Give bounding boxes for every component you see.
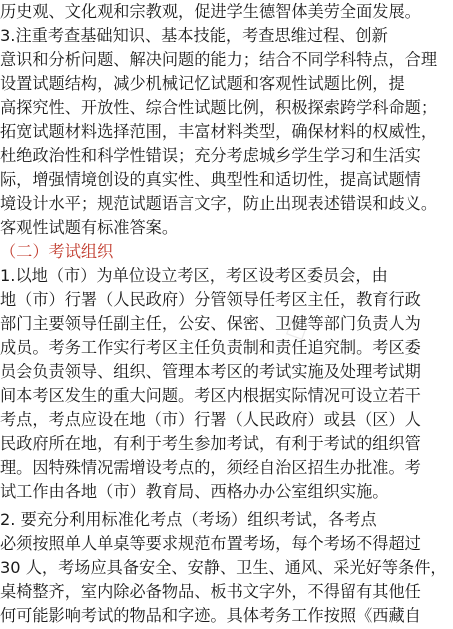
text-line: 杜绝政治性和科学性错误；充分考虑城乡学生学习和生活实	[0, 146, 421, 165]
text-line: 考点，考点应设在地（市）行署（人民政府）或县（区）人	[0, 410, 421, 429]
text-line: 意识和分析问题、解决问题的能力；结合不同学科特点，合理	[0, 50, 438, 69]
text-line: 试工作由各地（市）教育局、西格办办公室组织实施。	[0, 482, 389, 501]
text-line: 民政府所在地，有利于考生参加考试，有利于考试的组织管	[0, 434, 421, 453]
text-line: 3.注重考查基础知识、基本技能，考查思维过程、创新	[0, 26, 388, 45]
text-line: 理。因特殊情况需增设考点的，须经自治区招生办批准。考	[0, 458, 421, 477]
text-line: 30 人，考场应具备安全、安静、卫生、通风、采光好等条件，	[0, 558, 447, 577]
section-heading: （二）考试组织	[0, 242, 114, 261]
text-line: 高探究性、开放性、综合性试题比例，积极探索跨学科命题；	[0, 98, 438, 117]
text-line: 成员。考务工作实行考区主任负责制和责任追究制。考区委	[0, 338, 421, 357]
text-line: 设置试题结构，减少机械记忆试题和客观性试题比例，提	[0, 74, 405, 93]
watermark-icon	[286, 318, 308, 340]
text-line: 2. 要充分利用标准化考点（考场）组织考试，各考点	[0, 510, 377, 529]
text-line: 何可能影响考试的物品和字迹。具体考务工作按照《西藏自	[0, 606, 421, 625]
text-line: 历史观、文化观和宗教观，促进学生德智体美劳全面发展。	[0, 2, 421, 21]
text-line: 地（市）行署（人民政府）分管领导任考区主任，教育行政	[0, 290, 421, 309]
text-line: 部门主要领导任副主任，公安、保密、卫健等部门负责人为	[0, 314, 421, 333]
text-line: 客观性试题有标准答案。	[0, 218, 179, 237]
text-line: 间本考区发生的重大问题。考区内根据实际情况可设立若干	[0, 386, 421, 405]
text-line: 际，增强情境创设的真实性、典型性和适切性，提高试题情	[0, 170, 421, 189]
text-line: 桌椅整齐，室内除必备物品、板书文字外，不得留有其他任	[0, 582, 421, 601]
text-line: 1.以地（市）为单位设立考区，考区设考区委员会，由	[0, 266, 388, 285]
text-line: 员会负责领导、组织、管理本考区的考试实施及处理考试期	[0, 362, 421, 381]
text-line: 必须按照单人单桌等要求规范布置考场，每个考场不得超过	[0, 534, 421, 553]
text-line: 境设计水平；规范试题语言文字，防止出现表述错误和歧义。	[0, 194, 438, 213]
text-line: 拓宽试题材料选择范围，丰富材料类型，确保材料的权威性，	[0, 122, 438, 141]
